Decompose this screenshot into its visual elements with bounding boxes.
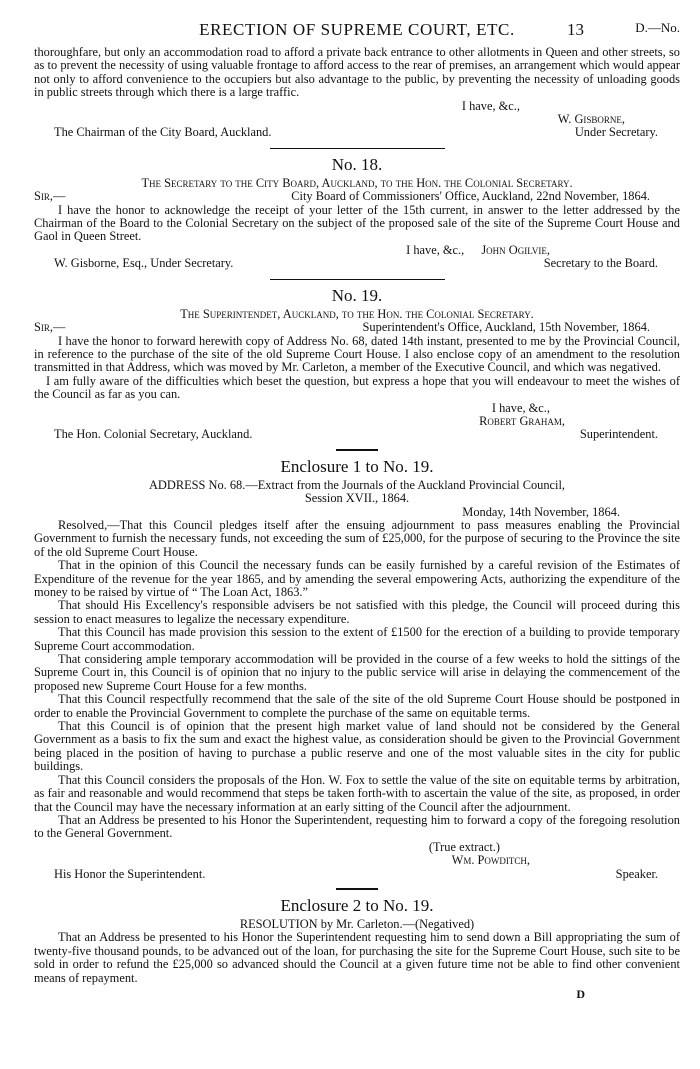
letter-18-route: The Secretary to the City Board, Auckland, to the Hon. the Colonial Secretary.	[141, 175, 573, 190]
letter-17-addressee: The Chairman of the City Board, Auckland.	[54, 125, 272, 140]
enclosure-1-date: Monday, 14th November, 1864.	[462, 504, 620, 519]
enclosure-2-subheading: RESOLUTION by Mr. Carleton.—(Negatived)	[239, 916, 475, 931]
enclosure-1-addressee: His Honor the Superintendent.	[54, 866, 206, 881]
letter-19-body-2: I am fully aware of the difficulties which beset the question, but express a hope that you will endeavour to meet the wishes of the Council as far as you can.	[34, 373, 680, 402]
resolution-paragraph: That in the opinion of this Council the necessary funds can be easily furnished by a careful revision of the Estimates of Expenditure of the revenue for the year 1865, and by amending the several empowering Acts, authorizing the expenditure of the money to be raised by virtue of “ The Loan Act, 1863.”	[34, 558, 680, 599]
letter-17-body: thoroughfare, but only an accommodation road to afford a private back entrance to other allotments in Queen and other streets, so as to prevent the necessity of using valuable frontage to afford access to the rear of premises, an arrangement which would appear not only to afford convenience to the occupiers but also advantage to the public, by preventing the necessity of unloading goods in public streets through which there is a large traffic.	[34, 45, 680, 100]
signature-mark: D	[576, 986, 585, 1001]
enclosure-1-resolutions	[34, 519, 680, 841]
section-divider	[336, 449, 378, 451]
letter-17-continuation	[34, 46, 680, 140]
enclosure-1	[34, 457, 680, 881]
resolution-paragraph: That this Council respectfully recommend that the sale of the site of the old Supreme Court House should be postponed in order to enable the Provincial Government to complete the purchase of the same on equitable terms.	[34, 692, 680, 720]
letter-19-route: The Superintendet, Auckland, to the Hon. the Colonial Secretary.	[180, 306, 534, 321]
letter-18-title: Secretary to the Board.	[543, 256, 658, 271]
resolution-paragraph: That this Council has made provision this session to the extent of £1500 for the erection of a building to provide temporary Supreme Court accommodation.	[34, 625, 680, 653]
letter-19-addressee: The Hon. Colonial Secretary, Auckland.	[54, 427, 253, 442]
enclosure-1-heading: Enclosure 1 to No. 19.	[280, 456, 434, 476]
enclosure-2-heading: Enclosure 2 to No. 19.	[280, 895, 434, 915]
letter-19-signature: Robert Graham,	[479, 413, 565, 428]
letter-19-body-1: I have the honor to forward herewith copy of Address No. 68, dated 14th instant, presented to me by the Provincial Council, in reference to the purchase of the site of the old Supreme Court House. I also enclose copy of an amendment to the resolution transmitted in that Address, which was moved by Mr. Carleton, a member of the Executive Council, and which was negatived.	[34, 333, 680, 375]
true-extract-note: (True extract.)	[428, 839, 500, 854]
letter-18	[34, 155, 680, 271]
resolution-paragraph: Resolved,—That this Council pledges itself after the ensuing adjournment to pass measures enabling the Provincial Government to furnish the necessary funds, not exceeding the sum of £25,000, for the purpose of securing to the Province the site of the old Supreme Court House.	[34, 517, 680, 559]
letter-18-closing: I have, &c.,	[406, 242, 465, 257]
enclosure-1-subheading-1: ADDRESS No. 68.—Extract from the Journals of the Auckland Provincial Council,	[148, 477, 566, 492]
resolution-paragraph: That an Address be presented to his Honor the Superintendent, requesting him to forward a copy of the foregoing resolution to the General Government.	[34, 812, 680, 841]
enclosure-1-subheading-2: Session XVII., 1864.	[304, 491, 410, 506]
page-header	[34, 0, 680, 46]
resolution-paragraph: That considering ample temporary accommodation will be provided in the course of a few weeks to hold the sittings of the Supreme Court in, this Council is of opinion that no injury to the public service will arise in delaying the commencement of the proposed new Supreme Court House for a few months.	[34, 652, 680, 693]
section-divider	[336, 888, 378, 890]
letter-18-salutation: Sir,—	[34, 189, 66, 204]
letter-18-from: City Board of Commissioners' Office, Auckland, 22nd November, 1864.	[291, 189, 650, 204]
letter-17-title: Under Secretary.	[574, 125, 658, 140]
letter-19-title: Superintendent.	[579, 427, 658, 442]
letter-19-salutation: Sir,—	[34, 320, 66, 335]
letter-17-closing: I have, &c.,	[461, 98, 520, 113]
page-number: 13	[567, 20, 584, 39]
letter-18-addressee: W. Gisborne, Esq., Under Secretary.	[54, 256, 234, 271]
letter-18-body: I have the honor to acknowledge the receipt of your letter of the 15th current, in answer to the letter addressed by the Chairman of the Board to the Colonial Secretary on the subject of the proposed sale of the site of the Supreme Court House and Gaol in Queen Street.	[34, 202, 680, 244]
section-divider	[270, 279, 445, 280]
running-title: ERECTION OF SUPREME COURT, ETC.	[199, 20, 515, 39]
enclosure-2-body: That an Address be presented to his Honor the Superintendent requesting him to send down a Bill appropriating the sum of twenty-five thousand pounds, to be advanced out of the loan, for purchasing the site for the Supreme Court House, such site to be sold in order to refund the £25,000 so advanced should the Council at a given future time not be able to find other convenient means of repayment.	[34, 930, 680, 985]
resolution-paragraph: That should His Excellency's responsible advisers be not satisfied with this pledge, the Council will proceed during this session to enact measures to legalize the necessary expenditure.	[34, 598, 680, 626]
letter-19-closing: I have, &c.,	[491, 400, 550, 415]
resolution-paragraph: That this Council is of opinion that the present high market value of land should not be considered by the General Government as a basis to fix the sum and exact the highest value, as consideration should be given to the Provincial Government being placed in the position of having to purchase a public reserve and one of the most valuable sites in the city for public buildings.	[34, 719, 680, 774]
letter-18-heading: No. 18.	[331, 154, 383, 174]
letter-19-heading: No. 19.	[331, 285, 383, 305]
enclosure-2	[34, 896, 680, 985]
letter-17-signature: W. Gisborne,	[557, 112, 625, 127]
enclosure-1-title: Speaker.	[615, 866, 658, 881]
letter-19	[34, 286, 680, 442]
page-code: D.—No.	[635, 20, 680, 35]
enclosure-1-signature: Wm. Powditch,	[451, 853, 530, 868]
letter-19-from: Superintendent's Office, Auckland, 15th November, 1864.	[362, 320, 650, 335]
resolution-paragraph: That this Council considers the proposals of the Hon. W. Fox to settle the value of the site on equitable terms by arbitration, as fair and reasonable and would recommend that steps be taken forth-with to ascertain the value of the site, as proposed, in order that the Council may have the necessary information at an early sitting of the Council after the adjournment.	[34, 772, 680, 814]
letter-18-signature: John Ogilvie,	[481, 242, 550, 257]
section-divider	[270, 148, 445, 149]
